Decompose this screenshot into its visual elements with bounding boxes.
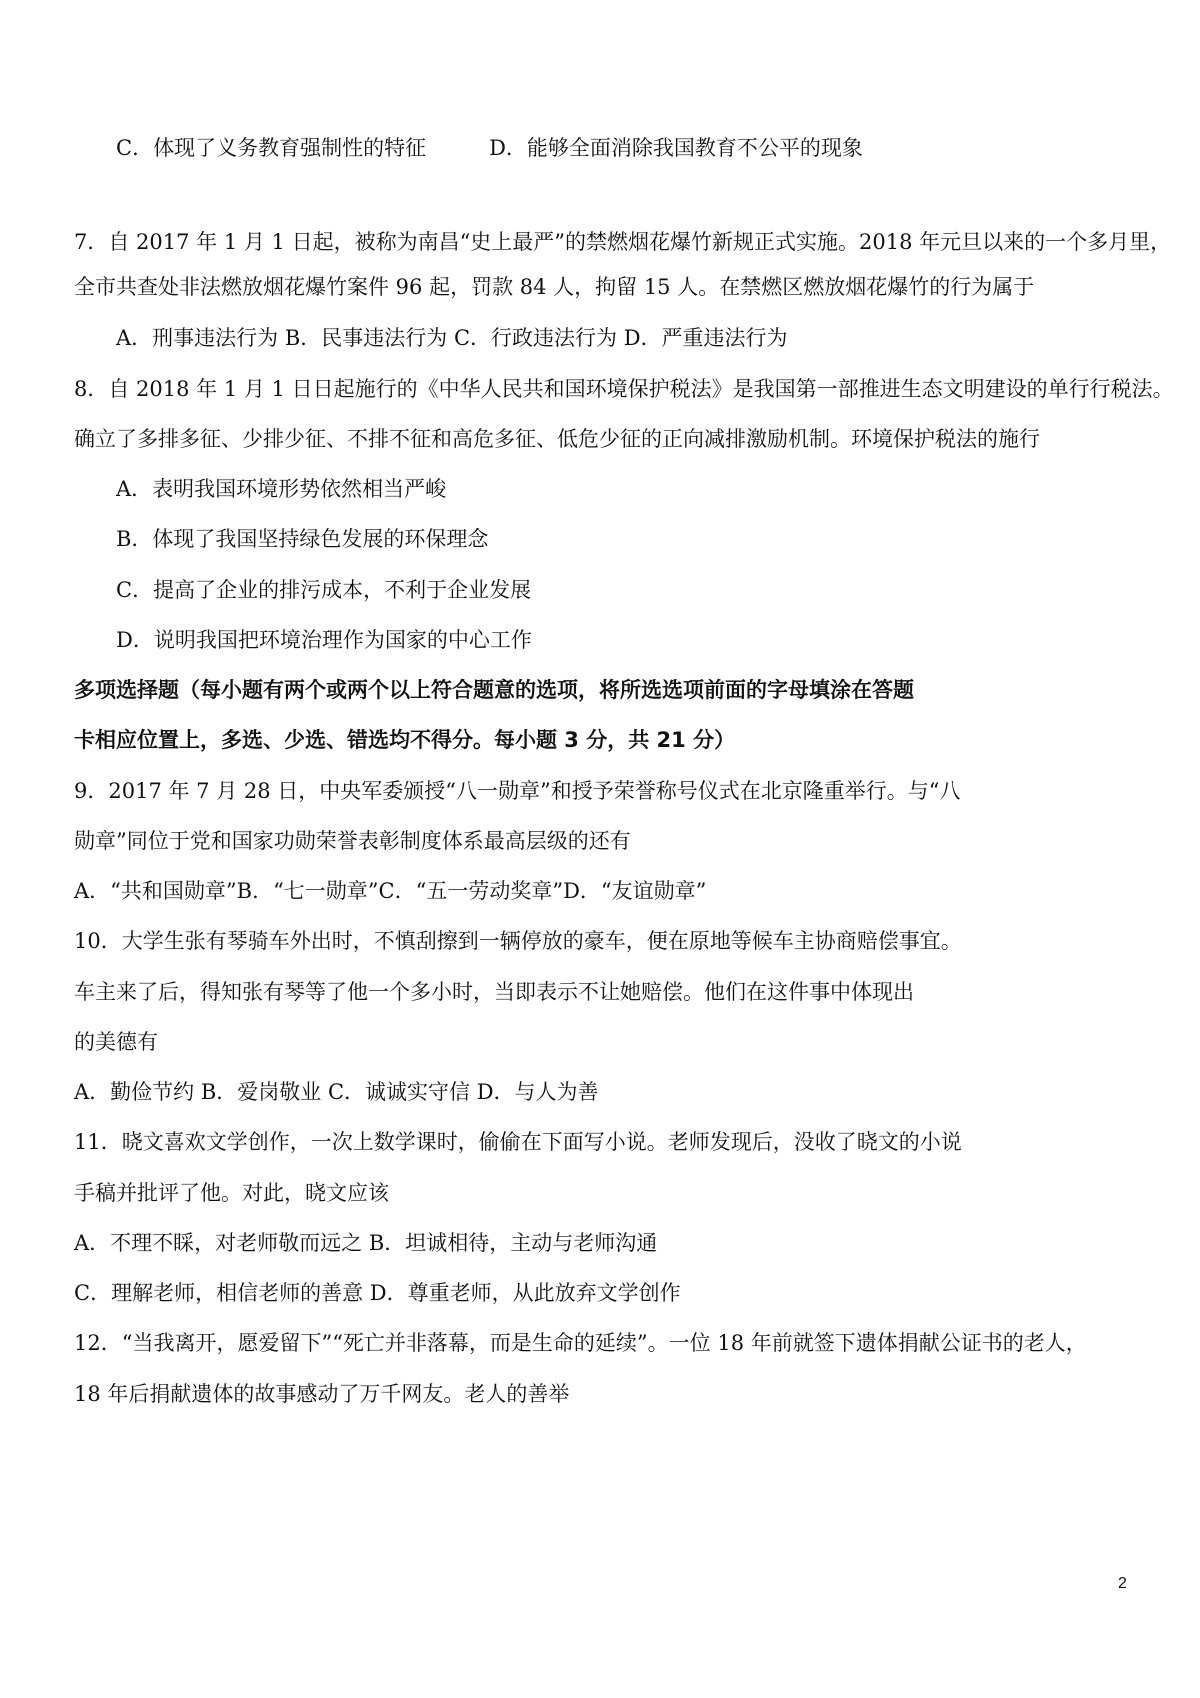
page-number: 2 [1118, 1575, 1127, 1592]
option-line: C．体现了义务教育强制性的特征 D．能够全面消除我国教育不公平的现象 [116, 136, 863, 160]
section-heading: 卡相应位置上，多选、少选、错选均不得分。每小题 3 分，共 21 分） [74, 728, 736, 752]
question-text: 确立了多排多征、少排少征、不排不征和高危多征、低危少征的正向减排激励机制。环境保护税法的施行 [74, 427, 1040, 451]
option-line: B．体现了我国坚持绿色发展的环保理念 [116, 527, 489, 551]
option-line: A．勤俭节约 B．爱岗敬业 C．诚诚实守信 D．与人为善 [74, 1080, 599, 1104]
option-line: C．理解老师，相信老师的善意 D．尊重老师，从此放弃文学创作 [74, 1281, 681, 1305]
question-text: 18 年后捐献遗体的故事感动了万千网友。老人的善举 [74, 1382, 570, 1406]
question-text: 10．大学生张有琴骑车外出时，不慎刮擦到一辆停放的豪车，便在原地等候车主协商赔偿事宜。 [74, 929, 962, 953]
question-text: 7．自 2017 年 1 月 1 日起，被称为南昌“史上最严”的禁燃烟花爆竹新规正式实施。2018 年元旦以来的一个多月里， [74, 230, 1172, 254]
question-text: 9．2017 年 7 月 28 日，中央军委颁授“八一勋章”和授予荣誉称号仪式在北京隆重举行。与“八 [74, 779, 961, 803]
section-heading: 多项选择题（每小题有两个或两个以上符合题意的选项，将所选选项前面的字母填涂在答题 [74, 678, 914, 702]
question-text: 勋章”同位于党和国家功勋荣誉表彰制度体系最高层级的还有 [74, 829, 631, 853]
option-line: A．“共和国勋章”B．“七一勋章”C．“五一劳动奖章”D．“友谊勋章” [74, 879, 707, 903]
question-text: 手稿并批评了他。对此，晓文应该 [74, 1181, 389, 1205]
option-line: A．刑事违法行为 B．民事违法行为 C．行政违法行为 D．严重违法行为 [116, 326, 788, 350]
question-text: 全市共查处非法燃放烟花爆竹案件 96 起，罚款 84 人，拘留 15 人。在禁燃区燃放烟花爆竹的行为属于 [74, 275, 1035, 299]
option-line: A．表明我国环境形势依然相当严峻 [116, 477, 447, 501]
question-text: 车主来了后，得知张有琴等了他一个多小时，当即表示不让她赔偿。他们在这件事中体现出 [74, 980, 914, 1004]
option-line: C．提高了企业的排污成本，不利于企业发展 [116, 578, 532, 602]
question-text: 12．“当我离开，愿爱留下”“死亡并非落幕，而是生命的延续”。一位 18 年前就签下遗体捐献公证书的老人， [74, 1331, 1087, 1355]
question-text: 8．自 2018 年 1 月 1 日日起施行的《中华人民共和国环境保护税法》是我国第一部推进生态文明建设的单行行税法。 [74, 377, 1174, 401]
option-line: D．说明我国把环境治理作为国家的中心工作 [116, 628, 532, 652]
question-text: 11．晓文喜欢文学创作，一次上数学课时，偷偷在下面写小说。老师发现后，没收了晓文的小说 [74, 1130, 962, 1154]
option-line: A．不理不睬，对老师敬而远之 B．坦诚相待，主动与老师沟通 [74, 1231, 658, 1255]
question-text: 的美德有 [74, 1030, 158, 1054]
